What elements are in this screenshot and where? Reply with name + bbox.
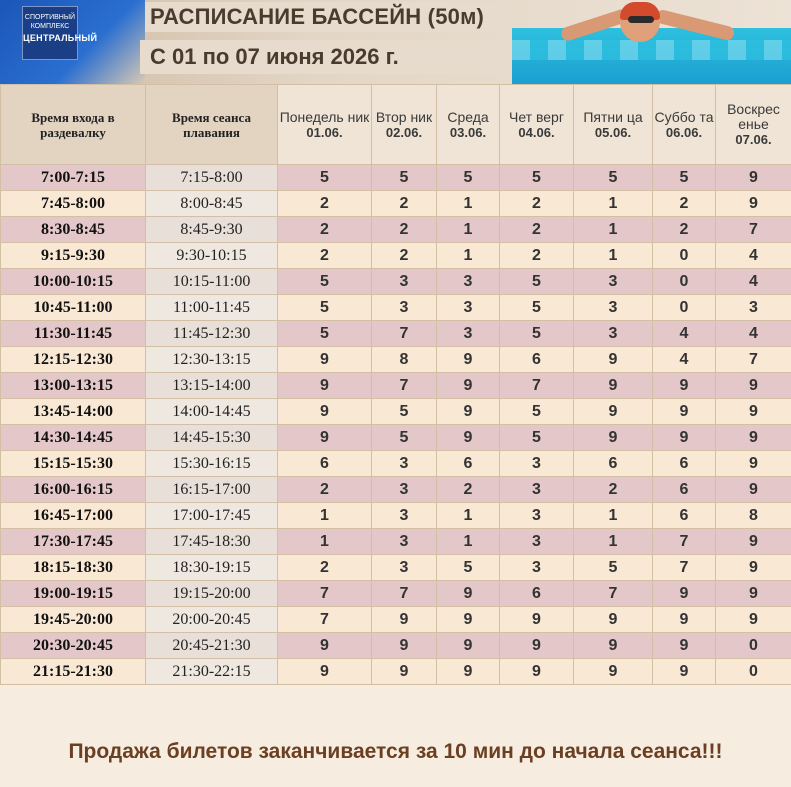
lane-count-cell: 9 xyxy=(372,659,437,685)
lane-count-cell: 9 xyxy=(278,425,372,451)
lane-count-cell: 1 xyxy=(278,503,372,529)
session-time-cell: 7:15-8:00 xyxy=(146,165,278,191)
lane-count-cell: 3 xyxy=(372,503,437,529)
table-row xyxy=(1,451,791,477)
entry-time-cell: 19:45-20:00 xyxy=(1,607,146,633)
lane-count-cell: 0 xyxy=(653,243,716,269)
table-row xyxy=(1,347,791,373)
lane-count-cell: 5 xyxy=(574,165,653,191)
lane-count-cell: 9 xyxy=(653,581,716,607)
session-time-cell: 11:45-12:30 xyxy=(146,321,278,347)
day-date: 01.06. xyxy=(306,124,343,140)
lane-count-cell: 9 xyxy=(437,633,500,659)
entry-time-cell: 17:30-17:45 xyxy=(1,529,146,555)
table-row xyxy=(1,581,791,607)
lane-count-cell: 3 xyxy=(437,321,500,347)
entry-time-cell: 8:30-8:45 xyxy=(1,217,146,243)
lane-count-cell: 9 xyxy=(574,659,653,685)
lane-count-cell: 2 xyxy=(278,555,372,581)
table-row xyxy=(1,243,791,269)
session-time-cell: 8:45-9:30 xyxy=(146,217,278,243)
lane-count-cell: 6 xyxy=(437,451,500,477)
entry-time-cell: 10:45-11:00 xyxy=(1,295,146,321)
lane-count-cell: 5 xyxy=(372,399,437,425)
lane-count-cell: 6 xyxy=(278,451,372,477)
table-row xyxy=(1,269,791,295)
entry-time-cell: 16:45-17:00 xyxy=(1,503,146,529)
lane-count-cell: 7 xyxy=(372,373,437,399)
entry-time-cell: 15:15-15:30 xyxy=(1,451,146,477)
lane-count-cell: 9 xyxy=(278,373,372,399)
session-time-cell: 20:45-21:30 xyxy=(146,633,278,659)
entry-time-cell: 14:30-14:45 xyxy=(1,425,146,451)
table-row xyxy=(1,477,791,503)
entry-time-cell: 10:00-10:15 xyxy=(1,269,146,295)
lane-count-cell: 2 xyxy=(500,191,574,217)
lane-count-cell: 5 xyxy=(500,425,574,451)
lane-count-cell: 3 xyxy=(437,295,500,321)
lane-count-cell: 7 xyxy=(716,347,791,373)
lane-count-cell: 7 xyxy=(500,373,574,399)
lane-count-cell: 3 xyxy=(372,295,437,321)
entry-time-cell: 9:15-9:30 xyxy=(1,243,146,269)
lane-count-cell: 5 xyxy=(437,555,500,581)
session-time-cell: 9:30-10:15 xyxy=(146,243,278,269)
lane-count-cell: 2 xyxy=(372,191,437,217)
lane-count-cell: 9 xyxy=(574,373,653,399)
header-row xyxy=(1,85,791,165)
lane-count-cell: 1 xyxy=(574,529,653,555)
lane-count-cell: 3 xyxy=(500,477,574,503)
schedule-table xyxy=(0,84,791,685)
table-row xyxy=(1,373,791,399)
table-row xyxy=(1,217,791,243)
lane-count-cell: 2 xyxy=(437,477,500,503)
day-name: Пятни ца xyxy=(583,108,643,125)
lane-count-cell: 5 xyxy=(500,269,574,295)
lane-count-cell: 9 xyxy=(716,581,791,607)
lane-count-cell: 3 xyxy=(716,295,791,321)
table-row xyxy=(1,529,791,555)
lane-count-cell: 5 xyxy=(500,321,574,347)
ticket-sale-notice: Продажа билетов заканчивается за 10 мин до начала сеанса!!! xyxy=(68,740,723,763)
lane-count-cell: 3 xyxy=(437,269,500,295)
entry-time-cell: 19:00-19:15 xyxy=(1,581,146,607)
session-time-cell: 17:45-18:30 xyxy=(146,529,278,555)
lane-count-cell: 7 xyxy=(372,321,437,347)
table-row xyxy=(1,425,791,451)
lane-count-cell: 9 xyxy=(278,659,372,685)
date-range: С 01 по 07 июня 2026 г. xyxy=(150,44,399,69)
day-header xyxy=(500,85,574,165)
water-wave-decoration xyxy=(512,40,791,60)
lane-count-cell: 3 xyxy=(500,555,574,581)
lane-count-cell: 5 xyxy=(278,165,372,191)
lane-count-cell: 3 xyxy=(372,451,437,477)
lane-count-cell: 5 xyxy=(500,295,574,321)
lane-count-cell: 2 xyxy=(500,243,574,269)
entry-time-cell: 20:30-20:45 xyxy=(1,633,146,659)
lane-count-cell: 8 xyxy=(716,503,791,529)
session-time-cell: 12:30-13:15 xyxy=(146,347,278,373)
lane-count-cell: 9 xyxy=(716,191,791,217)
lane-count-cell: 6 xyxy=(653,477,716,503)
lane-count-cell: 9 xyxy=(574,425,653,451)
lane-count-cell: 3 xyxy=(372,269,437,295)
day-header xyxy=(372,85,437,165)
lane-count-cell: 9 xyxy=(437,399,500,425)
lane-count-cell: 3 xyxy=(574,321,653,347)
day-name: Воскрес енье xyxy=(727,101,780,132)
lane-count-cell: 9 xyxy=(653,373,716,399)
table-row xyxy=(1,165,791,191)
lane-count-cell: 1 xyxy=(437,503,500,529)
lane-count-cell: 2 xyxy=(372,217,437,243)
lane-count-cell: 9 xyxy=(574,633,653,659)
lane-count-cell: 7 xyxy=(574,581,653,607)
lane-count-cell: 9 xyxy=(500,633,574,659)
table-row xyxy=(1,191,791,217)
entry-time-cell: 11:30-11:45 xyxy=(1,321,146,347)
day-name: Среда xyxy=(447,108,489,125)
logo-main-text: ЦЕНТРАЛЬНЫЙ xyxy=(23,33,98,43)
day-date: 05.06. xyxy=(594,124,632,140)
entry-time-header: Время входа в раздевалку xyxy=(1,85,146,165)
day-header xyxy=(278,85,372,165)
lane-count-cell: 5 xyxy=(372,165,437,191)
lane-count-cell: 9 xyxy=(653,399,716,425)
lane-count-cell: 9 xyxy=(437,659,500,685)
lane-count-cell: 1 xyxy=(437,243,500,269)
lane-count-cell: 9 xyxy=(437,425,500,451)
lane-count-cell: 3 xyxy=(500,503,574,529)
day-header xyxy=(437,85,500,165)
lane-count-cell: 4 xyxy=(716,321,791,347)
entry-time-cell: 13:00-13:15 xyxy=(1,373,146,399)
lane-count-cell: 9 xyxy=(574,399,653,425)
lane-count-cell: 3 xyxy=(574,269,653,295)
lane-count-cell: 1 xyxy=(437,217,500,243)
lane-count-cell: 6 xyxy=(653,503,716,529)
entry-time-cell: 13:45-14:00 xyxy=(1,399,146,425)
session-time-cell: 18:30-19:15 xyxy=(146,555,278,581)
lane-count-cell: 6 xyxy=(574,451,653,477)
lane-count-cell: 8 xyxy=(372,347,437,373)
lane-count-cell: 9 xyxy=(437,347,500,373)
day-date: 07.06. xyxy=(735,132,772,147)
session-time-cell: 17:00-17:45 xyxy=(146,503,278,529)
table-row xyxy=(1,321,791,347)
session-time-cell: 21:30-22:15 xyxy=(146,659,278,685)
session-time-cell: 20:00-20:45 xyxy=(146,607,278,633)
entry-time-cell: 12:15-12:30 xyxy=(1,347,146,373)
lane-count-cell: 9 xyxy=(437,607,500,633)
lane-count-cell: 9 xyxy=(437,373,500,399)
table-row xyxy=(1,633,791,659)
lane-count-cell: 9 xyxy=(716,425,791,451)
session-time-cell: 14:45-15:30 xyxy=(146,425,278,451)
lane-count-cell: 1 xyxy=(437,529,500,555)
entry-time-cell: 21:15-21:30 xyxy=(1,659,146,685)
day-header xyxy=(716,85,791,165)
lane-count-cell: 9 xyxy=(437,581,500,607)
lane-count-cell: 1 xyxy=(437,191,500,217)
lane-count-cell: 7 xyxy=(372,581,437,607)
session-time-cell: 8:00-8:45 xyxy=(146,191,278,217)
lane-count-cell: 6 xyxy=(500,581,574,607)
session-time-cell: 16:15-17:00 xyxy=(146,477,278,503)
lane-count-cell: 1 xyxy=(278,529,372,555)
table-row xyxy=(1,659,791,685)
lane-count-cell: 7 xyxy=(716,217,791,243)
lane-count-cell: 9 xyxy=(653,425,716,451)
session-time-cell: 10:15-11:00 xyxy=(146,269,278,295)
table-row xyxy=(1,607,791,633)
table-row xyxy=(1,503,791,529)
lane-count-cell: 9 xyxy=(653,659,716,685)
day-date: 04.06. xyxy=(518,124,555,140)
lane-count-cell: 9 xyxy=(716,555,791,581)
table-row xyxy=(1,399,791,425)
header-banner xyxy=(0,0,791,84)
lane-count-cell: 7 xyxy=(278,607,372,633)
session-time-cell: 14:00-14:45 xyxy=(146,399,278,425)
session-time-cell: 13:15-14:00 xyxy=(146,373,278,399)
session-time-cell: 11:00-11:45 xyxy=(146,295,278,321)
lane-count-cell: 9 xyxy=(574,607,653,633)
lane-count-cell: 5 xyxy=(500,399,574,425)
lane-count-cell: 3 xyxy=(372,477,437,503)
lane-count-cell: 6 xyxy=(653,451,716,477)
lane-count-cell: 1 xyxy=(574,243,653,269)
day-name: Втор ник xyxy=(375,108,433,125)
lane-count-cell: 2 xyxy=(278,477,372,503)
lane-count-cell: 6 xyxy=(500,347,574,373)
lane-count-cell: 3 xyxy=(574,295,653,321)
lane-count-cell: 7 xyxy=(278,581,372,607)
lane-count-cell: 5 xyxy=(437,165,500,191)
lane-count-cell: 5 xyxy=(372,425,437,451)
lane-count-cell: 9 xyxy=(716,165,791,191)
lane-count-cell: 9 xyxy=(372,633,437,659)
lane-count-cell: 9 xyxy=(500,659,574,685)
lane-count-cell: 5 xyxy=(278,295,372,321)
logo-area xyxy=(0,0,145,84)
day-date: 03.06. xyxy=(449,124,487,140)
lane-count-cell: 7 xyxy=(653,555,716,581)
day-name: Суббо та xyxy=(654,108,714,125)
day-date: 06.06. xyxy=(665,124,703,140)
table-row xyxy=(1,555,791,581)
session-time-cell: 19:15-20:00 xyxy=(146,581,278,607)
day-name: Понедель ник xyxy=(279,108,370,125)
day-header xyxy=(574,85,653,165)
lane-count-cell: 1 xyxy=(574,191,653,217)
day-name: Чет верг xyxy=(509,108,564,125)
lane-count-cell: 3 xyxy=(500,529,574,555)
table-row xyxy=(1,295,791,321)
lane-count-cell: 2 xyxy=(653,191,716,217)
lane-count-cell: 0 xyxy=(653,269,716,295)
lane-count-cell: 5 xyxy=(574,555,653,581)
lane-count-cell: 5 xyxy=(653,165,716,191)
lane-count-cell: 9 xyxy=(278,633,372,659)
lane-count-cell: 5 xyxy=(278,269,372,295)
lane-count-cell: 9 xyxy=(716,373,791,399)
lane-count-cell: 0 xyxy=(653,295,716,321)
entry-time-cell: 18:15-18:30 xyxy=(1,555,146,581)
lane-count-cell: 9 xyxy=(653,607,716,633)
lane-count-cell: 9 xyxy=(716,399,791,425)
lane-count-cell: 3 xyxy=(372,555,437,581)
day-date: 02.06. xyxy=(385,124,423,140)
lane-count-cell: 2 xyxy=(278,217,372,243)
lane-count-cell: 9 xyxy=(278,399,372,425)
lane-count-cell: 5 xyxy=(278,321,372,347)
sports-complex-logo xyxy=(22,6,98,60)
lane-count-cell: 0 xyxy=(716,633,791,659)
lane-count-cell: 5 xyxy=(500,165,574,191)
lane-count-cell: 9 xyxy=(716,477,791,503)
session-time-header: Время сеанса плавания xyxy=(146,85,278,165)
entry-time-cell: 7:45-8:00 xyxy=(1,191,146,217)
session-time-cell: 15:30-16:15 xyxy=(146,451,278,477)
lane-count-cell: 9 xyxy=(372,607,437,633)
lane-count-cell: 4 xyxy=(716,269,791,295)
lane-count-cell: 2 xyxy=(653,217,716,243)
day-header xyxy=(653,85,716,165)
lane-count-cell: 0 xyxy=(716,659,791,685)
lane-count-cell: 9 xyxy=(278,347,372,373)
lane-count-cell: 4 xyxy=(716,243,791,269)
lane-count-cell: 4 xyxy=(653,321,716,347)
lane-count-cell: 2 xyxy=(278,191,372,217)
entry-time-cell: 7:00-7:15 xyxy=(1,165,146,191)
lane-count-cell: 9 xyxy=(500,607,574,633)
page-title: РАСПИСАНИЕ БАССЕЙН (50м) xyxy=(150,4,485,29)
lane-count-cell: 4 xyxy=(653,347,716,373)
lane-count-cell: 9 xyxy=(716,451,791,477)
lane-count-cell: 3 xyxy=(372,529,437,555)
lane-count-cell: 1 xyxy=(574,503,653,529)
entry-time-cell: 16:00-16:15 xyxy=(1,477,146,503)
lane-count-cell: 9 xyxy=(716,529,791,555)
logo-small-text: СПОРТИВНЫЙ КОМПЛЕКС xyxy=(24,14,76,30)
lane-count-cell: 9 xyxy=(653,633,716,659)
swim-goggles xyxy=(628,16,654,23)
lane-count-cell: 3 xyxy=(500,451,574,477)
lane-count-cell: 1 xyxy=(574,217,653,243)
lane-count-cell: 2 xyxy=(278,243,372,269)
lane-count-cell: 7 xyxy=(653,529,716,555)
lane-count-cell: 9 xyxy=(716,607,791,633)
lane-count-cell: 2 xyxy=(500,217,574,243)
lane-count-cell: 2 xyxy=(574,477,653,503)
lane-count-cell: 2 xyxy=(372,243,437,269)
lane-count-cell: 9 xyxy=(574,347,653,373)
